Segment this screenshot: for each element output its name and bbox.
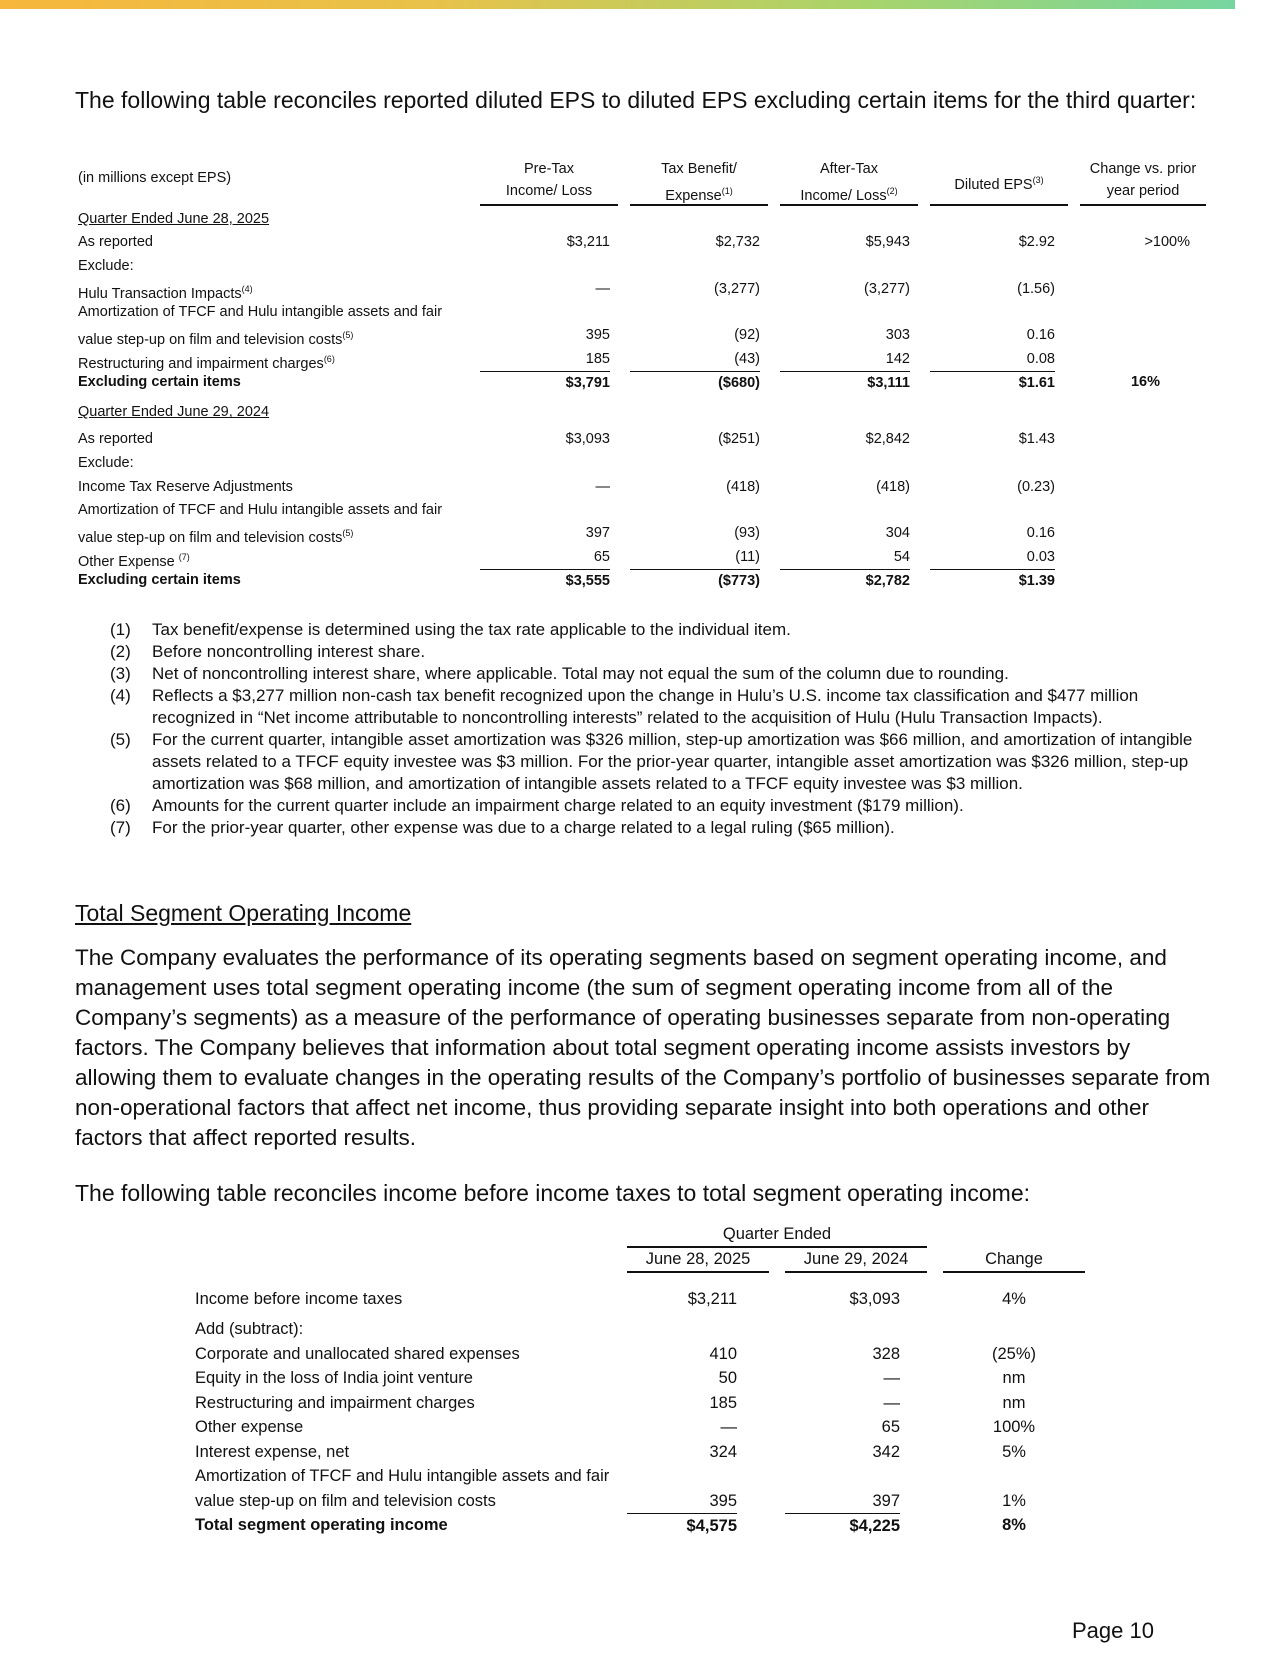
segment-table-body xyxy=(195,1287,1095,1538)
col-header-aftertax-sup: (2) xyxy=(886,186,898,196)
cell-tax: (418) xyxy=(726,478,760,495)
row-label: Amortization of TFCF and Hulu intangible assets and fair xyxy=(78,304,443,321)
top-accent-bar xyxy=(0,0,1235,9)
section-title: Total Segment Operating Income xyxy=(75,900,412,926)
cell-2024: — xyxy=(883,1393,900,1412)
row-label: Excluding certain items xyxy=(78,571,241,588)
footnote-ref: (5) xyxy=(342,528,354,539)
cell-change: 8% xyxy=(1002,1516,1026,1534)
cell-tax: (43) xyxy=(734,350,760,367)
row-label: Income Tax Reserve Adjustments xyxy=(78,478,293,495)
segment-income-table xyxy=(195,1222,1095,1538)
col-header-tax-sup: (1) xyxy=(721,186,733,196)
row-label: Amortization of TFCF and Hulu intangible assets and fair xyxy=(78,501,443,518)
cell-pretax: — xyxy=(595,478,610,495)
col-header-tax-line2-text: Expense xyxy=(665,187,722,204)
cell-tax: ($251) xyxy=(718,431,760,448)
cell-change: >100% xyxy=(1144,234,1190,251)
section-heading-2025: Quarter Ended June 28, 2025 xyxy=(78,211,270,227)
cell-2025: 410 xyxy=(709,1344,737,1363)
cell-change: 16% xyxy=(1130,374,1160,391)
table-row xyxy=(78,278,1206,301)
row-label: Interest expense, net xyxy=(195,1442,350,1461)
row-label: As reported xyxy=(78,234,153,251)
cell-aftertax: 303 xyxy=(885,327,910,344)
table-row xyxy=(78,522,1206,545)
col-header-change-line1: Change vs. prior xyxy=(1089,161,1197,177)
col-header-tax-line2 xyxy=(630,180,768,207)
footnote-ref: (6) xyxy=(323,353,335,364)
cell-change: nm xyxy=(1002,1393,1026,1412)
col-header-eps-sup: (3) xyxy=(1032,175,1044,185)
cell-eps: 0.08 xyxy=(1026,350,1055,367)
row-label: Restructuring and impairment charges xyxy=(195,1393,475,1412)
segment-intro-text: The following table reconciles income before income taxes to total segment operating income: xyxy=(75,1180,1031,1206)
table-row xyxy=(78,546,1206,569)
cell-2024: 328 xyxy=(872,1344,900,1363)
table-row xyxy=(78,231,1206,254)
footnotes-list xyxy=(110,619,1210,839)
segment-table-col-header xyxy=(195,1247,1095,1287)
cell-change: 1% xyxy=(1002,1491,1026,1510)
footnote xyxy=(110,619,1210,641)
cell-2025: 185 xyxy=(709,1393,737,1412)
cell-change: (25%) xyxy=(991,1344,1036,1363)
table-row xyxy=(195,1440,1095,1465)
table-row xyxy=(195,1464,1095,1489)
table-row xyxy=(78,476,1206,499)
cell-2024: 342 xyxy=(872,1442,900,1461)
cell-2025: 50 xyxy=(718,1369,737,1387)
footnote-ref: (5) xyxy=(342,330,354,341)
footnote-number: (3) xyxy=(110,664,131,683)
cell-change: 4% xyxy=(1002,1290,1026,1308)
cell-pretax: 397 xyxy=(585,525,610,542)
row-label: Equity in the loss of India joint venture xyxy=(195,1369,473,1387)
cell-pretax: 65 xyxy=(593,548,610,565)
col-header-tax xyxy=(630,158,768,206)
col-header-eps xyxy=(930,158,1068,206)
cell-2025: $4,575 xyxy=(627,1513,737,1538)
cell-aftertax: $3,111 xyxy=(780,371,910,395)
cell-eps: (0.23) xyxy=(1017,478,1055,495)
cell-change: 100% xyxy=(992,1418,1036,1436)
cell-eps: (1.56) xyxy=(1017,280,1055,297)
footnote-number: (6) xyxy=(110,796,131,815)
cell-aftertax: 304 xyxy=(885,525,910,542)
col-header-tax-line1: Tax Benefit/ xyxy=(661,161,737,177)
units-label: (in millions except EPS) xyxy=(78,170,232,186)
col-header-pretax xyxy=(480,158,618,206)
cell-eps: 0.16 xyxy=(1026,525,1055,542)
cell-2024: 65 xyxy=(881,1418,900,1436)
cell-eps: $1.39 xyxy=(930,569,1055,593)
cell-pretax: $3,211 xyxy=(566,234,610,251)
col-header-aftertax xyxy=(780,158,918,206)
cell-2024: 397 xyxy=(872,1491,900,1510)
cell-tax: (3,277) xyxy=(714,280,760,297)
cell-2025: 395 xyxy=(709,1491,737,1510)
footnote xyxy=(110,663,1210,685)
cell-aftertax: 142 xyxy=(885,350,910,367)
table-row xyxy=(78,324,1206,347)
footnote-text: Amounts for the current quarter include an impairment charge related to an equity investment ($179 million). xyxy=(152,796,964,815)
col-header-change-line2: year period xyxy=(1106,183,1180,199)
row-label-text: Restructuring and impairment charges xyxy=(78,355,324,372)
footnote-text: For the prior-year quarter, other expense was due to a charge related to a legal ruling ($65 million). xyxy=(152,818,895,837)
page-number: Page 10 xyxy=(1072,1618,1154,1643)
footnote xyxy=(110,685,1210,729)
table-row xyxy=(195,1342,1095,1367)
cell-2025: 324 xyxy=(709,1442,737,1461)
col-header-aftertax-line2-text: Income/ Loss xyxy=(800,187,887,204)
table-row xyxy=(195,1391,1095,1416)
row-label: As reported xyxy=(78,431,153,448)
table-row-total xyxy=(78,371,1206,394)
row-label: Amortization of TFCF and Hulu intangible assets and fair xyxy=(195,1467,610,1485)
cell-eps: 0.16 xyxy=(1026,327,1055,344)
cell-2024: — xyxy=(883,1369,900,1387)
table-row xyxy=(78,422,1206,452)
footnote xyxy=(110,817,1210,839)
footnote-number: (4) xyxy=(110,686,131,705)
cell-change: nm xyxy=(1002,1369,1026,1387)
eps-table-header xyxy=(78,158,1206,208)
table-row xyxy=(78,348,1206,371)
cell-2024: $4,225 xyxy=(785,1513,900,1538)
footnote-text: For the current quarter, intangible asset amortization was $326 million, step-up amortization was $66 million, and amortization of intangible assets related to a TFCF equity investee was $3 million. For the prior-year quarter, intangible asset amortization was $326 million, step-up amortization was $68 million, and amortization of intangible assets related to a TFCF equity investee was $3 million. xyxy=(152,730,1193,793)
cell-eps: $1.61 xyxy=(930,371,1055,395)
cell-tax: (92) xyxy=(734,327,760,344)
cell-2025: $3,211 xyxy=(687,1290,737,1308)
cell-eps: $2.92 xyxy=(1018,234,1055,251)
table-row xyxy=(195,1489,1095,1514)
col-header-pretax-line1: Pre-Tax xyxy=(524,161,574,177)
cell-pretax: 395 xyxy=(585,327,610,344)
cell-change: 5% xyxy=(1002,1442,1026,1461)
row-label-text: value step-up on film and television costs xyxy=(78,530,343,547)
table-row xyxy=(195,1366,1095,1391)
footnote-number: (5) xyxy=(110,730,131,749)
row-label-text: Other Expense xyxy=(78,553,175,570)
col-header-change xyxy=(1080,158,1206,206)
col-header-pretax-line2: Income/ Loss xyxy=(505,183,593,199)
row-label: value step-up on film and television costs xyxy=(195,1491,496,1510)
cell-aftertax: $5,943 xyxy=(865,234,910,251)
cell-eps: $1.43 xyxy=(1018,431,1055,448)
row-label-text: value step-up on film and television costs xyxy=(78,332,343,349)
footnote-text: Before noncontrolling interest share. xyxy=(152,642,426,661)
row-label: Add (subtract): xyxy=(195,1320,304,1338)
row-label: Exclude: xyxy=(78,257,134,274)
cell-2024: $3,093 xyxy=(849,1290,900,1308)
footnote-text: Tax benefit/expense is determined using the tax rate applicable to the individual item. xyxy=(152,620,791,639)
col-header-2024: June 29, 2024 xyxy=(785,1247,927,1273)
cell-aftertax: $2,782 xyxy=(780,569,910,593)
cell-pretax: $3,555 xyxy=(480,569,610,593)
cell-aftertax: (3,277) xyxy=(864,280,910,297)
cell-2025: — xyxy=(720,1418,737,1436)
table-row xyxy=(195,1415,1095,1440)
cell-aftertax: $2,842 xyxy=(865,431,910,448)
cell-aftertax: (418) xyxy=(876,478,910,495)
table-row-total xyxy=(78,569,1206,592)
cell-tax: ($773) xyxy=(630,569,760,593)
footnote-number: (7) xyxy=(110,818,131,837)
table-row xyxy=(195,1317,1095,1342)
group-header-quarter-ended: Quarter Ended xyxy=(627,1222,927,1248)
row-label: Excluding certain items xyxy=(78,374,241,391)
footnote-number: (2) xyxy=(110,642,131,661)
footnote-number: (1) xyxy=(110,620,131,639)
footnote-ref: (4) xyxy=(241,283,253,294)
cell-tax: ($680) xyxy=(630,371,760,395)
eps-reconciliation-table xyxy=(78,158,1206,592)
row-label: Income before income taxes xyxy=(195,1290,403,1308)
cell-pretax: $3,093 xyxy=(565,431,610,448)
row-label: Total segment operating income xyxy=(195,1516,448,1534)
table-row-total xyxy=(195,1513,1095,1538)
col-header-aftertax-line2 xyxy=(780,180,918,207)
col-header-eps-text: Diluted EPS xyxy=(954,176,1033,193)
col-header-change: Change xyxy=(943,1247,1085,1273)
row-label: Exclude: xyxy=(78,455,134,472)
cell-pretax: $3,791 xyxy=(480,371,610,395)
row-label: Other expense xyxy=(195,1418,304,1436)
cell-eps: 0.03 xyxy=(1026,548,1055,565)
footnote-ref: (7) xyxy=(178,551,190,562)
section-heading-2024: Quarter Ended June 29, 2024 xyxy=(78,404,270,421)
cell-aftertax: 54 xyxy=(893,548,910,565)
footnote xyxy=(110,729,1210,795)
footnote xyxy=(110,795,1210,817)
eps-intro-text: The following table reconciles reported diluted EPS to diluted EPS excluding certain items for the third quarter: xyxy=(75,87,1197,113)
footnote-text: Net of noncontrolling interest share, where applicable. Total may not equal the sum of the column due to rounding. xyxy=(152,664,1009,683)
footnote xyxy=(110,641,1210,663)
col-header-2025: June 28, 2025 xyxy=(627,1247,769,1273)
cell-pretax: — xyxy=(595,280,610,297)
cell-tax: (11) xyxy=(735,548,760,565)
footnote-text: Reflects a $3,277 million non-cash tax benefit recognized upon the change in Hulu’s U.S. income tax classification and $477 million recognized in “Net income attributable to noncontrolling interests” related to the acquisition of Hulu (Hulu Transaction Impacts). xyxy=(152,686,1139,727)
row-label-text: Hulu Transaction Impacts xyxy=(78,285,242,302)
segment-table-group-header xyxy=(195,1222,1095,1247)
col-header-aftertax-line1: After-Tax xyxy=(819,161,878,177)
cell-tax: $2,732 xyxy=(715,234,760,251)
cell-tax: (93) xyxy=(734,525,760,542)
table-row xyxy=(195,1287,1095,1317)
cell-pretax: 185 xyxy=(585,350,610,367)
row-label: Corporate and unallocated shared expenses xyxy=(195,1344,520,1363)
section-paragraph: The Company evaluates the performance of its operating segments based on segment operating income, and management uses total segment operating income (the sum of segment operating income from all of the Company’s segments) as a measure of the performance of operating businesses separate from non-operating factors. The Company believes that information about total segment operating income assists investors by allowing them to evaluate changes in the operating results of the Company’s portfolio of businesses separate from non-operational factors that affect net income, thus providing separate insight into both operations and other factors that affect reported results. xyxy=(75,945,1211,1150)
